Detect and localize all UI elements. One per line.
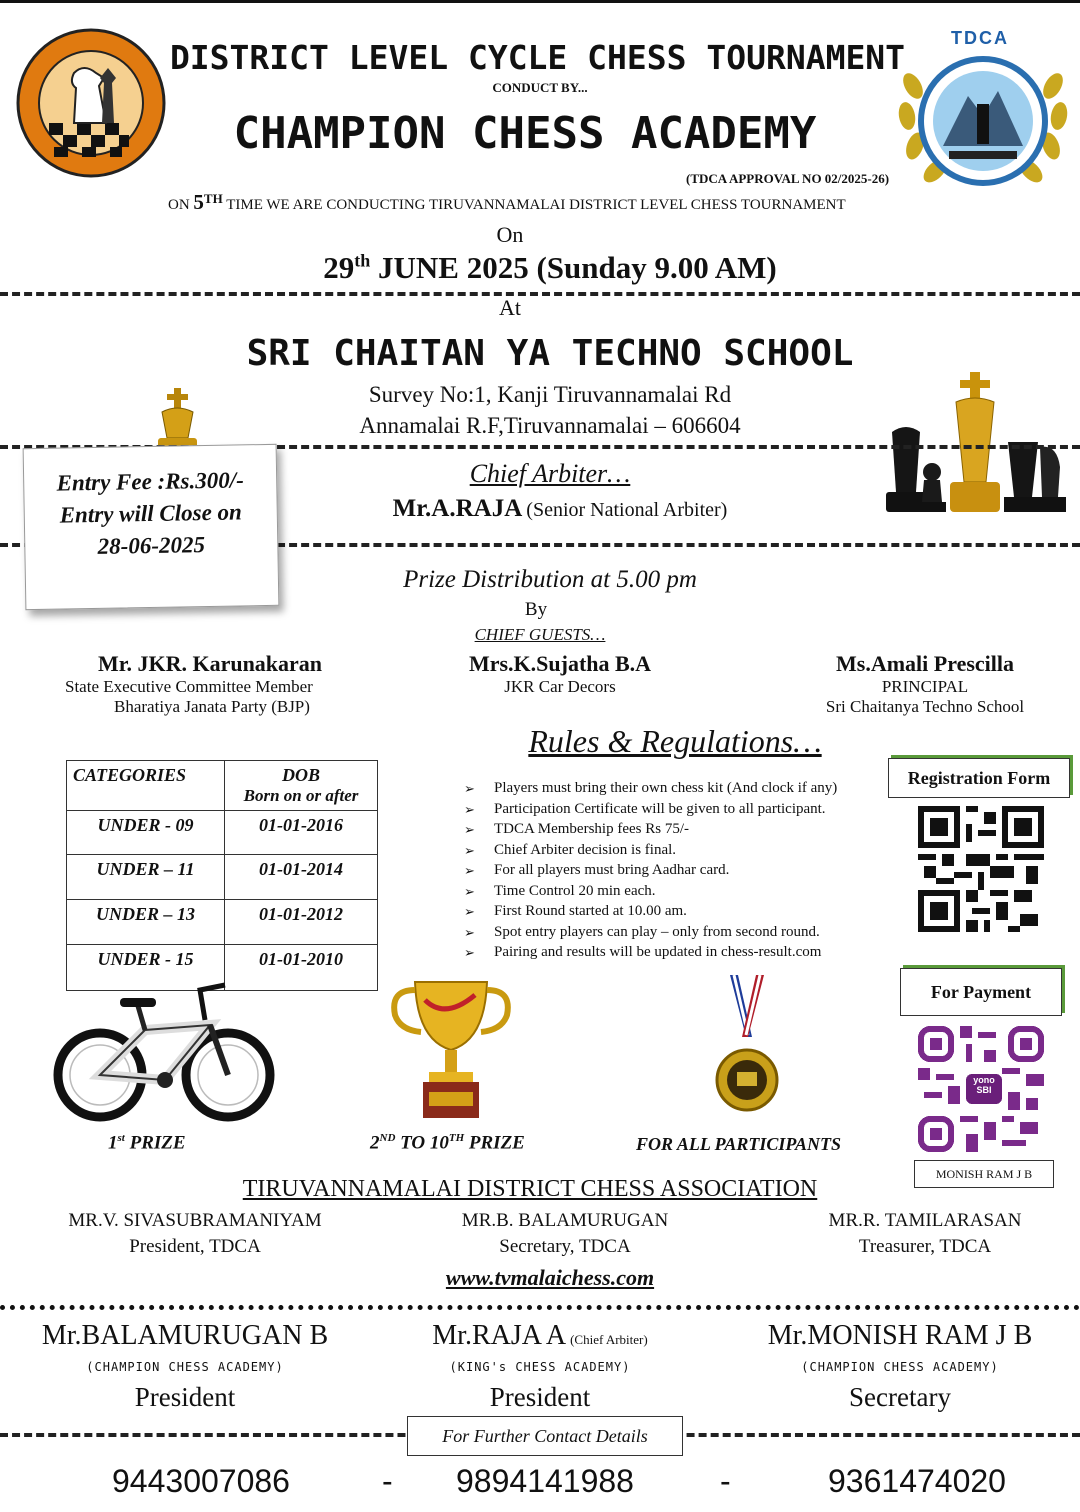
category-cell: UNDER - 15 (67, 945, 225, 991)
contact-3 (735, 1320, 1065, 1413)
contact-2 (375, 1320, 705, 1413)
officer-3 (770, 1210, 1080, 1258)
rule-item: ➢ TDCA Membership fees Rs 75/- (464, 820, 884, 840)
table-row (67, 900, 378, 945)
first-prize-sup: st (117, 1132, 125, 1144)
second-prize-sup: ND (379, 1132, 396, 1144)
guest-line1: JKR Car Decors (504, 677, 616, 696)
at-label: At (499, 295, 521, 320)
payment-name: MONISH RAM J B (914, 1160, 1054, 1188)
guest-line1: State Executive Committee Member (65, 677, 313, 696)
first-prize-text: PRIZE (129, 1132, 186, 1154)
contact-org: (CHAMPION CHESS ACADEMY) (801, 1360, 999, 1374)
intro-ordinal: 5 (193, 190, 204, 214)
first-prize-label (108, 1132, 186, 1154)
contact-role: Secretary (849, 1382, 951, 1412)
king-piece-left (150, 388, 205, 452)
contact-org: (CHAMPION CHESS ACADEMY) (86, 1360, 284, 1374)
phone-1[interactable]: 9443007086 (112, 1463, 290, 1499)
conduct-by: CONDUCT BY... (492, 80, 588, 95)
dotted-divider (0, 1305, 1080, 1310)
second-prize-sup2: TH (448, 1132, 465, 1144)
payment-qr-code[interactable] (918, 1026, 1044, 1152)
arbiter-label: Chief Arbiter… (469, 459, 631, 488)
entry-fee-banner (23, 444, 280, 610)
rule-item: ➢ Chief Arbiter decision is final. (464, 841, 884, 861)
venue-address-2: Annamalai R.F,Tiruvannamalai – 606604 (359, 413, 741, 438)
entry-close-date: 28-06-2025 (97, 532, 206, 559)
table-row (67, 855, 378, 900)
payment-label: For Payment (900, 968, 1062, 1016)
rule-item: ➢ Players must bring their own chess kit (And clock if any) (464, 779, 884, 799)
guest-line2: Bharatiya Janata Party (BJP) (114, 697, 310, 716)
academy-logo (14, 28, 168, 178)
top-border (0, 0, 1080, 3)
event-day: 29 (323, 250, 355, 285)
contact-name-line (375, 1320, 705, 1352)
categories-table (66, 760, 378, 991)
dob-cell: 01-01-2012 (225, 900, 378, 945)
rule-item: ➢ Participation Certificate will be given to all participant. (464, 800, 884, 820)
officer-name: MR.R. TAMILARASAN (828, 1210, 1022, 1231)
contact-name: Mr.RAJA A (432, 1320, 567, 1351)
first-prize-number: 1 (108, 1132, 118, 1154)
guest-1 (60, 651, 380, 717)
phone-2[interactable]: 9894141988 (456, 1463, 634, 1499)
guest-line2: Sri Chaitanya Techno School (825, 697, 1025, 716)
arbiter-name: Mr.A.RAJA (392, 495, 523, 522)
category-cell: UNDER - 09 (67, 811, 225, 855)
event-date-rest: JUNE 2025 (Sunday 9.00 AM) (378, 250, 777, 285)
guest-3 (790, 651, 1060, 717)
contact-role: President (489, 1382, 591, 1412)
category-cell: UNDER – 11 (67, 855, 225, 900)
guest-line1: PRINCIPAL (881, 677, 969, 696)
rules-list (464, 779, 884, 964)
guest-name: Mr. JKR. Karunakaran (97, 651, 323, 676)
rule-item: ➢ Pairing and results will be updated in chess-result.com (464, 943, 884, 963)
tdca-logo (893, 26, 1073, 194)
tdca-logo-text: TDCA (951, 28, 1009, 48)
intro-text: TIME WE ARE CONDUCTING TIRUVANNAMALAI DISTRICT LEVEL CHESS TOURNAMENT (226, 197, 846, 213)
academy-name: CHAMPION CHESS ACADEMY (233, 108, 817, 159)
prize-distribution: Prize Distribution at 5.00 pm (403, 566, 697, 593)
event-day-sup: th (354, 250, 371, 271)
second-prize-mid: TO 10 (400, 1132, 449, 1154)
officer-role: Secretary, TDCA (499, 1236, 631, 1257)
officer-2 (410, 1210, 720, 1258)
header-dob-sub: Born on or after (243, 786, 359, 805)
chief-guests-label: CHIEF GUESTS… (474, 625, 606, 644)
guest-name: Ms.Amali Prescilla (836, 651, 1014, 676)
rules-title: Rules & Regulations… (528, 723, 822, 759)
intro-ordinal-sup: TH (203, 191, 223, 206)
phone-separator: - (382, 1463, 393, 1499)
header-dob-text: DOB (281, 765, 320, 785)
phone-separator: - (720, 1463, 731, 1499)
second-prize-number: 2 (370, 1132, 380, 1154)
yono-sbi-badge: yono SBI (973, 1075, 995, 1095)
dob-cell: 01-01-2016 (225, 811, 378, 855)
association-title: TIRUVANNAMALAI DISTRICT CHESS ASSOCIATION (242, 1176, 818, 1202)
second-prize-label (370, 1132, 525, 1154)
rule-item: ➢ Spot entry players can play – only from second round. (464, 923, 884, 943)
intro-line (168, 190, 846, 215)
table-header (67, 761, 378, 811)
header-categories (67, 761, 225, 811)
entry-close-label: Entry will Close on (59, 499, 243, 528)
phone-3[interactable]: 9361474020 (828, 1463, 1006, 1499)
guest-name: Mrs.K.Sujatha B.A (468, 651, 652, 676)
officer-name: MR.V. SIVASUBRAMANIYAM (68, 1210, 322, 1231)
header-dob (225, 761, 378, 811)
venue-address-1: Survey No:1, Kanji Tiruvannamalai Rd (368, 382, 732, 407)
header-categories-text: CATEGORIES (73, 765, 187, 785)
registration-qr-code[interactable] (918, 806, 1044, 932)
registration-form-label: Registration Form (888, 758, 1070, 798)
contact-role: President (134, 1382, 236, 1412)
medal-image (712, 975, 782, 1123)
by-label: By (524, 599, 548, 620)
entry-fee: Entry Fee :Rs.300/- (56, 467, 245, 496)
dob-cell: 01-01-2014 (225, 855, 378, 900)
on-label: On (496, 222, 524, 247)
category-cell: UNDER – 13 (67, 900, 225, 945)
intro-prefix: ON (168, 197, 190, 213)
officer-role: President, TDCA (129, 1236, 261, 1257)
participants-prize-label: FOR ALL PARTICIPANTS (636, 1134, 842, 1154)
venue-name: SRI CHAITAN YA TECHNO SCHOOL (246, 333, 854, 374)
approval-number: (TDCA APPROVAL NO 02/2025-26) (686, 171, 890, 186)
website-link[interactable]: www.tvmalaichess.com (445, 1265, 655, 1290)
arbiter-title: (Senior National Arbiter) (526, 499, 728, 521)
second-prize-text: PRIZE (468, 1132, 525, 1154)
officer-role: Treasurer, TDCA (858, 1236, 992, 1257)
officer-1 (40, 1210, 350, 1258)
contact-details-label: For Further Contact Details (407, 1416, 683, 1456)
contact-note: (Chief Arbiter) (570, 1332, 648, 1347)
trophy-image (385, 970, 517, 1125)
rule-item: ➢ Time Control 20 min each. (464, 882, 884, 902)
contact-org: (KING's CHESS ACADEMY) (449, 1360, 631, 1374)
guest-2 (420, 651, 700, 697)
rule-item: ➢ For all players must bring Aadhar card. (464, 861, 884, 881)
officer-name: MR.B. BALAMURUGAN (461, 1210, 669, 1231)
contact-name: Mr.BALAMURUGAN B (41, 1320, 329, 1351)
dob-cell: 01-01-2010 (225, 945, 378, 991)
table-row (67, 811, 378, 855)
contact-name: Mr.MONISH RAM J B (767, 1320, 1033, 1351)
bicycle-image (50, 980, 278, 1130)
contact-1 (20, 1320, 350, 1413)
tournament-title: DISTRICT LEVEL CYCLE CHESS TOURNAMENT (169, 38, 906, 77)
event-date (250, 250, 850, 286)
rule-item: ➢ First Round started at 10.00 am. (464, 902, 884, 922)
arbiter-line (330, 495, 790, 523)
